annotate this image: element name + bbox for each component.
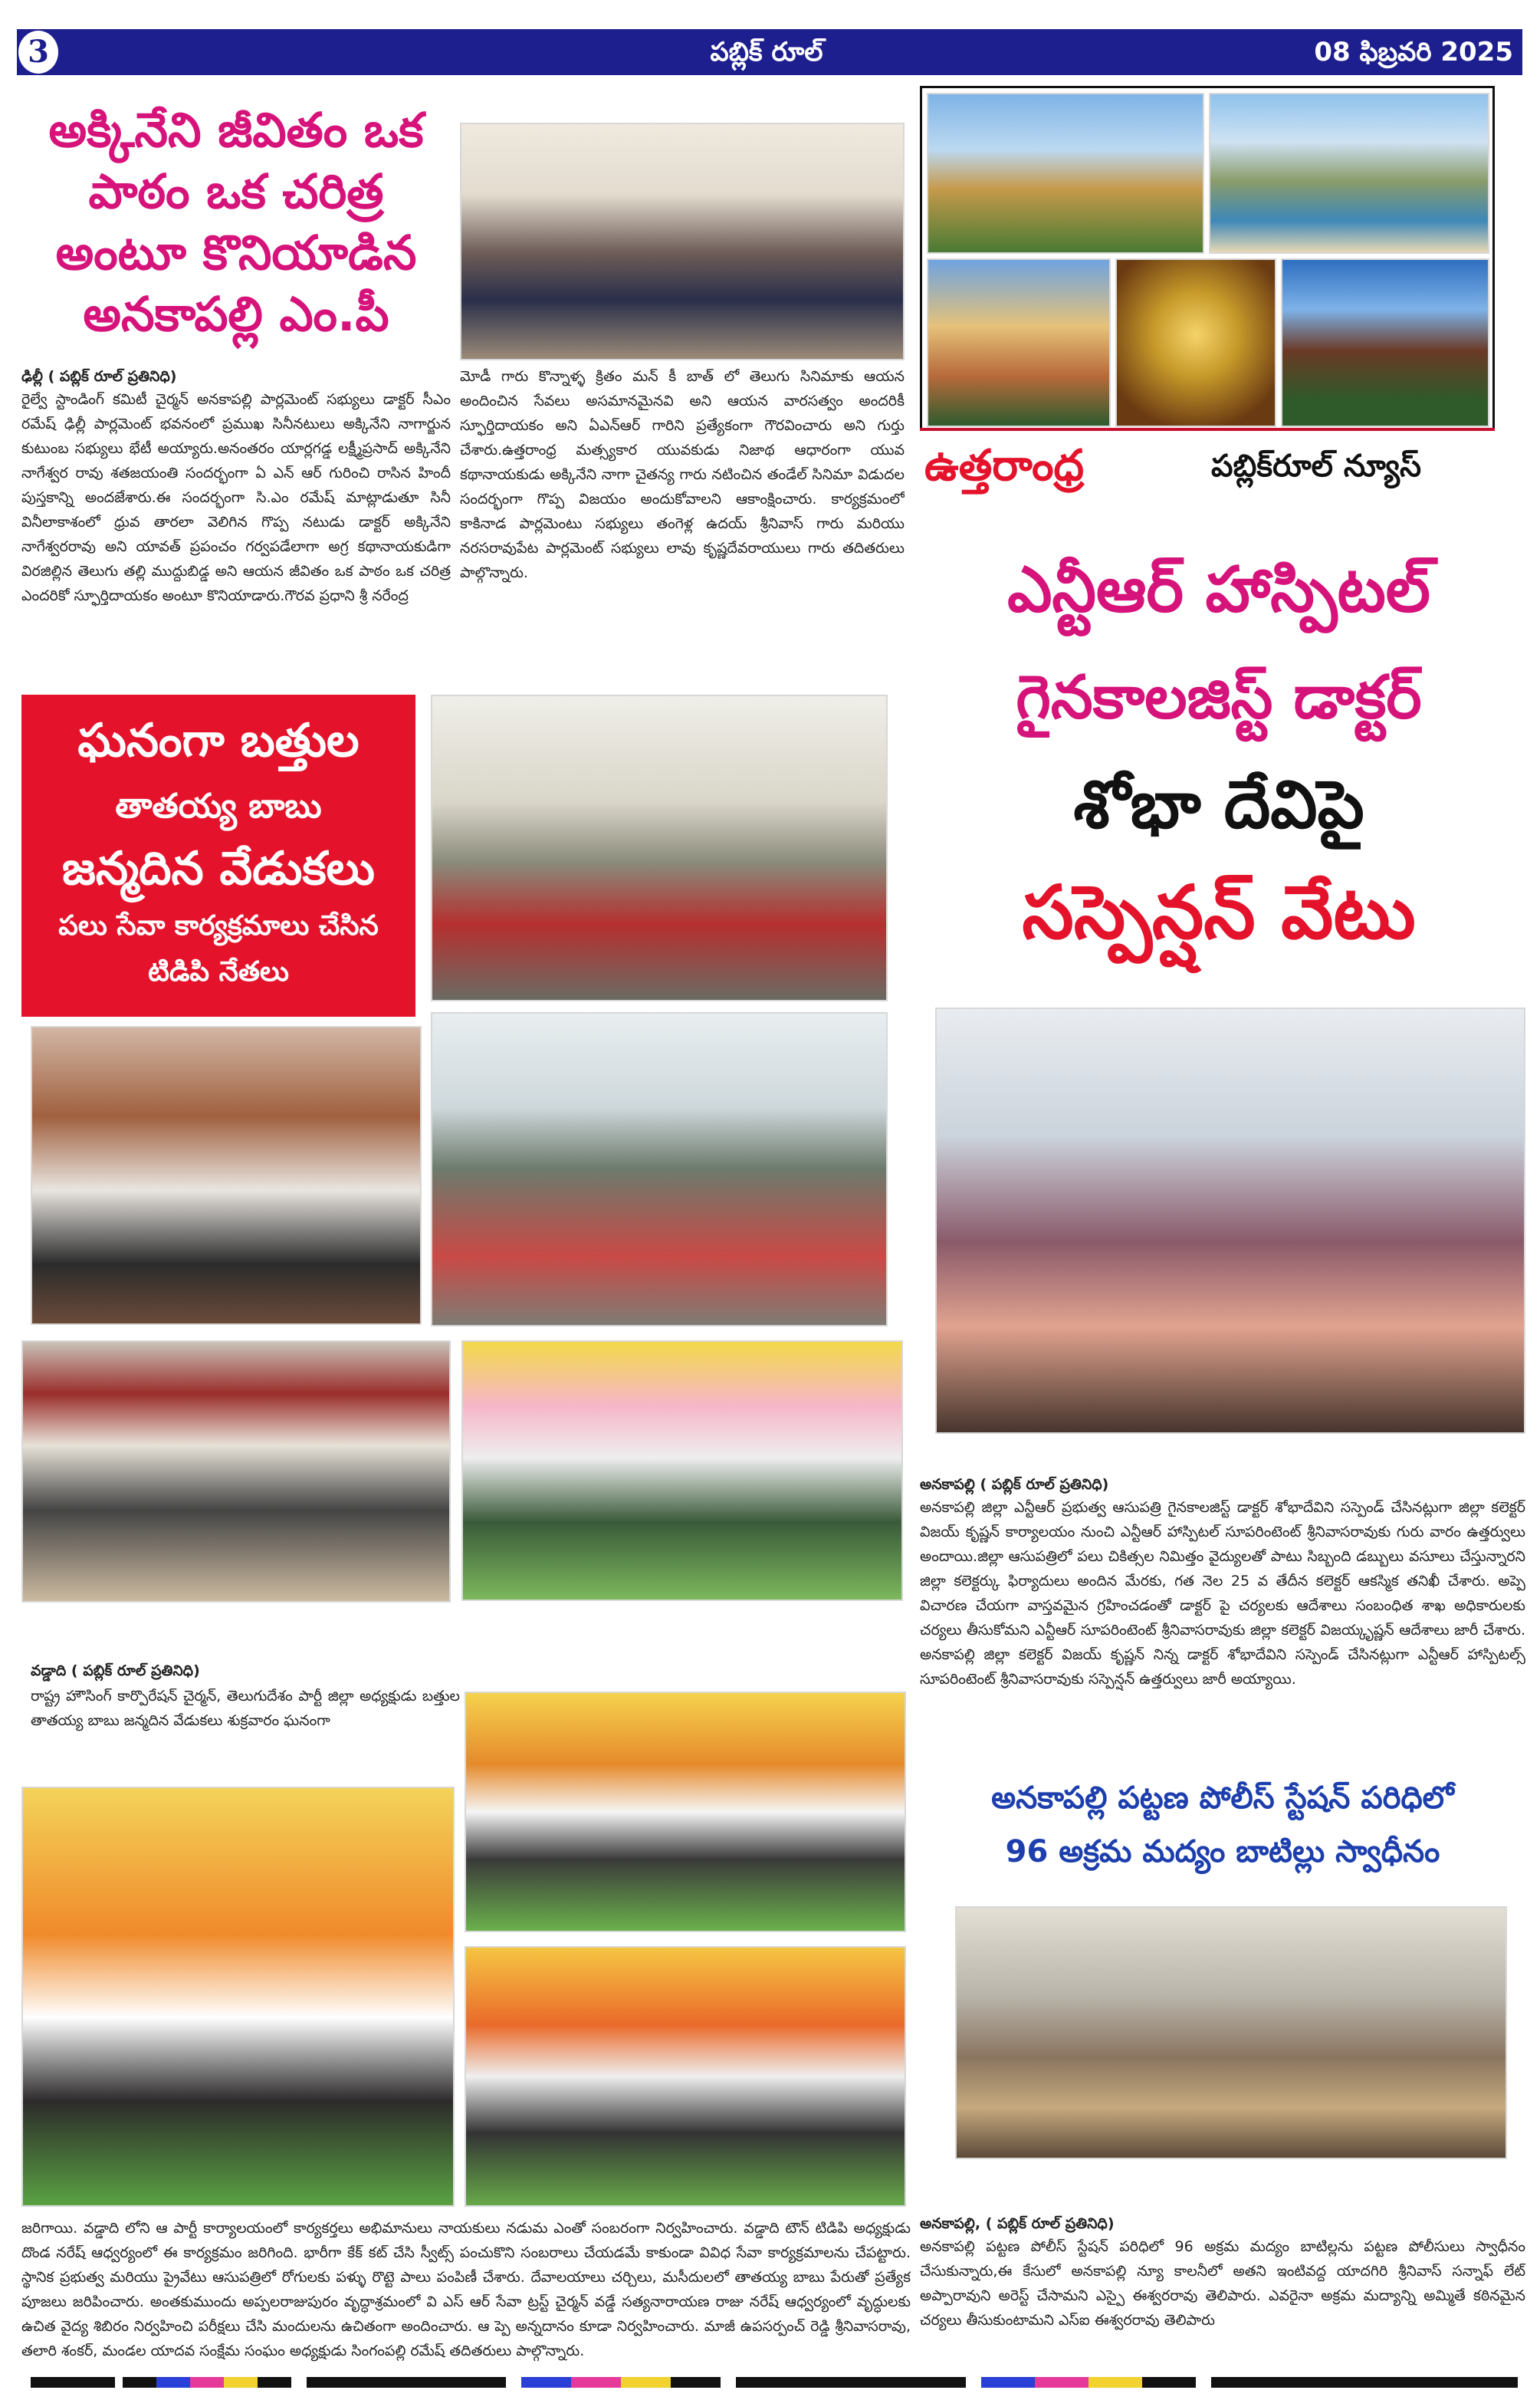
story3-box-line1: ఘనంగా బత్తుల: [77, 714, 360, 768]
shrine-photo: [31, 1026, 422, 1325]
page-number: 3: [18, 31, 58, 74]
story2-headline-line2: గైనకాలజిస్ట్ డాక్టర్: [1016, 663, 1422, 732]
story3-intro: రాష్ట్ర హౌసింగ్ కార్పొరేషన్ చైర్మన్, తెలుగుదేశం పార్టీ జిల్లా అధ్యక్షుడు బత్తుల తాతయ్య బాబు జన్మదిన వేడుకలు శుక్రవారం ఘనంగా: [31, 1688, 460, 1729]
story1-headline: [21, 100, 451, 353]
beach-photo: [1209, 93, 1489, 254]
story4-headline-line1: అనకాపల్లి పట్టణ పోలీస్ స్టేషన్ పరిధిలో: [991, 1780, 1454, 1816]
gopuram-photo: [927, 258, 1111, 427]
public-rule-news-word: పబ్లిక్‌రూల్ న్యూస్: [1211, 449, 1422, 484]
birthday-banner-photo: [21, 1787, 455, 2207]
story3-dateline: వడ్డాది ( పబ్లిక్ రూల్ ప్రతినిధి): [31, 1662, 200, 1679]
footer-strip-black-3: [736, 2377, 966, 2388]
story3-body: జరిగాయి. వడ్డాది లోని ఆ పార్టీ కార్యాలయంలో కార్యకర్తలు అభిమానులు నాయకులు నడుమ ఎంతో సంబరంగా నిర్వహించారు. వడ్డాది టౌన్ టిడిపి అధ్యక్షుడు దొండ నరేష్ ఆధ్వర్యంలో ఈ కార్యక్రమం జరిగింది. భారీగా కేక్ కట్ చేసి స్వీట్స్ పంచుకొని సంబరాలు చేయడమే కాకుండా వివిధ సేవా కార్యక్రమాలను చేపట్టారు. స్థానిక ప్రభుత్వ మరియు ప్రైవేటు ఆసుపత్రిలో రోగులకు పళ్ళు రొట్టె పాలు పంపిణీ చేశారు. దేవాలయాలు చర్చిలు, మసీదులలో తాతయ్య బాబు పేరుతో ప్రత్యేక పూజలు జరిపించారు. అంతకుముందు అప్పలరాజుపురం వృద్ధాశ్రమంలో వి ఎస్ ఆర్ సేవా ట్రస్ట్ చైర్మన్ వడ్డే సత్యనారాయణ రాజు నరేష్ ఆధ్వర్యంలో వృద్ధులకు ఉచిత వైద్య శిబిరం నిర్వహించి పరీక్షలు చేసి మందులను ఉచితంగా అందించారు. ఆ ప్పె అన్నదానం కూడా నిర్వహించారు. మాజీ ఉపసర్పంచ్ రెడ్డి శ్రీనివాసరావు, తలారి శంకర్, మండల యాదవ సంక్షేమ సంఘం అధ్యక్షుడు సింగంపల్లి రమేష్ తదితరులు పాల్గొన్నారు.: [21, 2220, 911, 2359]
story4-body: అనకాపల్లి పట్టణ పోలీస్ స్టేషన్ పరిధిలో 96 అక్రమ మద్యం బాటిల్లను పట్టణ పోలీసులు స్వాధీనం చేసుకున్నారు,ఈ కేసులో అనకాపల్లి న్యూ కాలనీలో అతని ఇంటివద్ద యాదగిరి శ్రీనివాస్ సన్నాఫ్ లేట్ అప్పారావుని అరెస్ట్ చేసామని ఎస్పై ఈశ్వరరావు తెలిపారు. ఎవరైనా అక్రమ మద్యాన్ని అమ్మితే కఠినమైన చర్యలు తీసుకుంటామని ఎస్ఐ ఈశ్వరరావు తెలిపారు: [920, 2238, 1525, 2329]
story3-headline-box: [21, 695, 415, 1017]
celebration-stage-photo: [461, 1340, 903, 1601]
story2-dateline: అనకాపల్లి ( పబ్లిక్ రూల్ ప్రతినిధి): [920, 1476, 1109, 1493]
footer-strip-color-3: [981, 2377, 1196, 2388]
pagoda-photo: [1281, 258, 1489, 427]
cake-cutting-photo-1: [465, 1692, 906, 1932]
story1-column2: మోడీ గారు కొన్నాళ్ళ క్రితం మన్ కీ బాత్ లో తెలుగు సినిమాకు ఆయన అందించిన సేవలు అసమానమైనవి అని ఆయన వారసత్వం అందరికీ స్ఫూర్తిదాయకం అని ఏఎన్ఆర్ గారిని ప్రత్యేకంగా గౌరవించారు అని గుర్తు చేశారు.ఉత్తరాంధ్ర మత్స్యకార యువకుడు నిజాథ ఆధారంగా యువ కథానాయకుడు అక్కినేని నాగా చైతన్య గారు నటించిన తండేల్ సినిమా విడుదల సందర్భంగా గొప్ప విజయం అందుకోవాలని ఆకాంక్షించారు. కార్యక్రమంలో కాకినాడ పార్లమెంటు సభ్యులు తంగెళ్ల ఉదయ్ శ్రీనివాస్ గారు మరియు నరసరావుపేట పార్లమెంట్ సభ్యులు లావు కృష్ణదేవరాయులు గారు తదితరులు పాల్గొన్నారు.: [460, 368, 905, 581]
uttarandhra-word: ఉత్తరాంధ్ర: [924, 441, 1085, 491]
temple-photo: [927, 93, 1204, 254]
story4-headline: [920, 1771, 1525, 1886]
story4-headline-line2: 96 అక్రమ మద్యం బాటిల్లు స్వాధీనం: [1005, 1834, 1440, 1869]
story1-headline-line2: పాఠం ఒక చరిత్ర: [88, 163, 384, 219]
mosque-prayer-photo-1: [431, 695, 888, 1001]
footer-strip-black-1: [31, 2377, 115, 2388]
story1-headline-line3: అంటూ కొనియాడిన: [55, 225, 417, 281]
footer-strip-color-1: [123, 2377, 291, 2388]
story1-headline-line1: అక్కినేని జీవితం ఒక: [48, 102, 424, 158]
health-centre-photo: [21, 1340, 451, 1603]
deity-photo: [1115, 258, 1276, 427]
story2-headline-line1: ఎన్టీఆర్ హాస్పిటల్: [1007, 554, 1430, 626]
newspaper-name: పబ్లిక్ రూల్: [710, 37, 823, 67]
story2-headline-line4: సస్పెన్షన్ వేటు: [1022, 870, 1416, 955]
story2-headline-line3: శోభా దేవిపై: [1073, 767, 1364, 843]
story3-box-line2: తాతయ్య బాబు: [115, 787, 322, 826]
cake-cutting-photo-2: [465, 1946, 906, 2207]
story1-photo: [460, 123, 905, 360]
story3-box-line5: టిడిపి నేతలు: [148, 956, 289, 988]
mosque-prayer-photo-2: [431, 1012, 888, 1327]
footer-strip-black-2: [307, 2377, 506, 2388]
police-seizure-photo: [955, 1906, 1507, 2159]
story3-box-line4: పలు సేవా కార్యక్రమాలు చేసిన: [58, 910, 379, 942]
footer-strip-black-4: [1211, 2377, 1518, 2388]
story4-dateline: అనకాపల్లి, ( పబ్లిక్ రూల్ ప్రతినిధి): [920, 2215, 1115, 2232]
story3-box-line3: జన్మదిన వేడుకలు: [62, 842, 375, 896]
uttarandhra-banner: [920, 428, 1495, 498]
issue-date: 08 ఫిబ్రవరి 2025: [1314, 37, 1513, 67]
hospital-ward-photo: [935, 1008, 1525, 1434]
story1-headline-line4: అనకాపల్లి ఎం.పీ: [83, 286, 389, 342]
story2-body: అనకాపల్లి జిల్లా ఎన్టీఆర్ ప్రభుత్వ ఆసుపత్రి గైనకాలజిస్ట్ డాక్టర్ శోభాదేవిని సస్పెండ్ చేసినట్లుగా జిల్లా కలెక్టర్ విజయ్ కృష్ణన్ కార్యాలయం నుంచి ఎన్టీఆర్ హాస్పిటల్ సూపరింటెంట్ శ్రీనివాసరావుకు గురు వారం ఉత్తర్వులు అందాయి.జిల్లా ఆసుపత్రిలో పలు చికిత్సల నిమిత్తం వైద్యులతో పాటు సిబ్బంది డబ్బులు వసూలు చేస్తున్నారని జిల్లా కలెక్టర్కు ఫిర్యాదులు అందిన మేరకు, గత నెల 25 వ తేదీన కలెక్టర్ ఆకస్మిక తనిఖీ చేశారు. అప్పె విచారణ చేయగా వాస్తవమైన గ్రహించడంతో డాక్టర్ పై చర్యలకు ఆదేశాలు సంబంధిత శాఖ అధికారులకు చర్యలు తీసుకోమని ఎన్టీఆర్ సూపరింటెంట్ శ్రీనివాసరావుకు జిల్లా కలెక్టర్ విజయ్కృష్ణన్ ఆదేశాలు జారీ చేశారు. అనకాపల్లి జిల్లా కలెక్టర్ విజయ్ కృష్ణన్ నిన్న డాక్టర్ శోభాదేవిని సస్పెండ్ చేసినట్లుగా ఎన్టీఆర్ హాస్పిటల్స్ సూపరింటెంట్ శ్రీనివాసరావుకు సస్పెన్షన్ ఉత్తర్వులు జారీ అయ్యాయి.: [920, 1499, 1525, 1688]
story1-column1: రైల్వే స్టాండింగ్ కమిటీ చైర్మన్ అనకాపల్లి పార్లమెంట్ సభ్యులు డాక్టర్ సీఎం రమేష్ ఢిల్లీ పార్లమెంట్ భవనంలో ప్రముఖ సినీనటులు అక్కినేని నాగార్జున కుటుంబ సభ్యులు భేటీ అయ్యారు.అనంతరం యార్లగడ్డ లక్ష్మీప్రసాద్ అక్కినేని నాగేశ్వర రావు శతజయంతి సందర్భంగా ఏ ఎన్ ఆర్ గురించి రాసిన హిందీ పుస్తకాన్ని అందజేశారు.ఈ సందర్భంగా సి.ఎం రమేష్ మాట్లాడుతూ సినీ వినీలాకాశంలో ధ్రువ తారలా వెలిగిన గొప్ప నటుడు డాక్టర్ అక్కినేని నాగేశ్వరరావు అని యావత్ ప్రపంచం గర్వపడేలాగా అగ్ర కథానాయకుడిగా విరజిల్లిన తెలుగు తల్లి ముద్దుబిడ్డ అని ఆయన జీవితం ఒక పాఠం ఒక చరిత్ర ఎందరికో స్ఫూర్తిదాయకం అంటూ కొనియాడారు.గౌరవ ప్రధాని శ్రీ నరేంద్ర: [21, 391, 451, 604]
footer-strip-color-2: [521, 2377, 721, 2388]
story1-dateline: ఢిల్లీ ( పబ్లిక్ రూల్ ప్రతినిధి): [21, 368, 177, 385]
story2-headline: [920, 537, 1518, 966]
